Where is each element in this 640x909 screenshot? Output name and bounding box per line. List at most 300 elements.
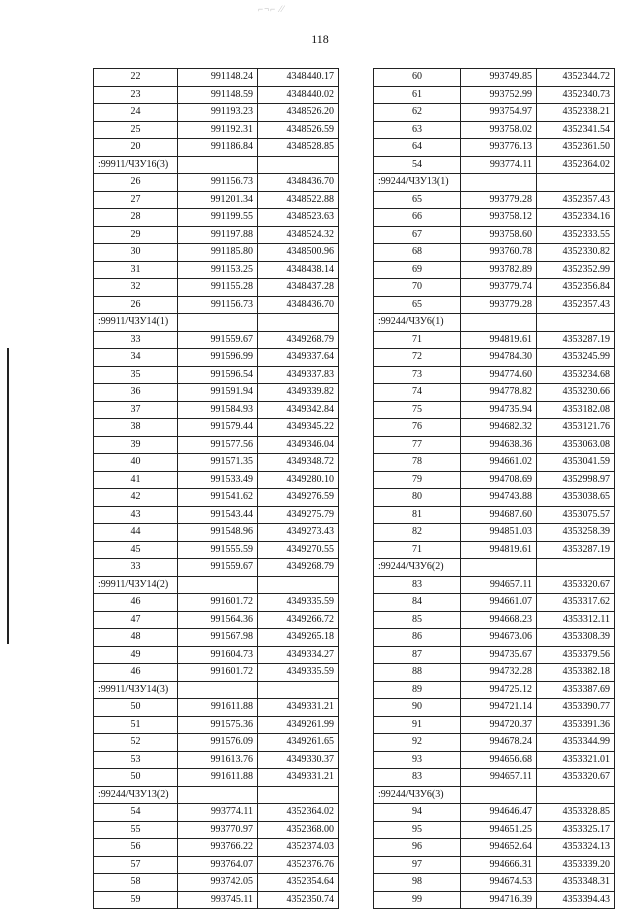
point-number: 54 (374, 156, 461, 174)
y-coordinate: 4353324.13 (537, 839, 615, 857)
point-number: 72 (374, 349, 461, 367)
x-coordinate: 993774.11 (461, 156, 537, 174)
point-number: 33 (94, 331, 178, 349)
point-number: 99 (374, 891, 461, 909)
point-number: 81 (374, 506, 461, 524)
table-row (374, 104, 615, 122)
y-coordinate: 4348528.85 (258, 139, 339, 157)
y-coordinate: 4353320.67 (537, 769, 615, 787)
x-coordinate: 991596.99 (178, 349, 258, 367)
y-coordinate: 4352357.43 (537, 191, 615, 209)
x-coordinate: 991148.59 (178, 86, 258, 104)
point-number: 39 (94, 436, 178, 454)
empty-cell (537, 559, 615, 577)
x-coordinate: 991199.55 (178, 209, 258, 227)
margin-scan-mark (7, 348, 9, 644)
table-row (94, 804, 339, 822)
y-coordinate: 4353379.56 (537, 646, 615, 664)
parcel-label: :99911/ЧЗУ14(1) (94, 314, 178, 332)
x-coordinate: 993760.78 (461, 244, 537, 262)
parcel-header-row (94, 156, 339, 174)
y-coordinate: 4349346.04 (258, 436, 339, 454)
point-number: 46 (94, 664, 178, 682)
y-coordinate: 4352368.00 (258, 821, 339, 839)
x-coordinate: 994651.25 (461, 821, 537, 839)
y-coordinate: 4353382.18 (537, 664, 615, 682)
empty-cell (461, 174, 537, 192)
parcel-label: :99244/ЧЗУ13(2) (94, 786, 178, 804)
y-coordinate: 4348436.70 (258, 296, 339, 314)
point-number: 90 (374, 699, 461, 717)
x-coordinate: 991559.67 (178, 559, 258, 577)
table-row (94, 524, 339, 542)
table-row (374, 611, 615, 629)
x-coordinate: 994682.32 (461, 419, 537, 437)
point-number: 50 (94, 769, 178, 787)
x-coordinate: 993758.60 (461, 226, 537, 244)
y-coordinate: 4348524.32 (258, 226, 339, 244)
x-coordinate: 991571.35 (178, 454, 258, 472)
y-coordinate: 4352374.03 (258, 839, 339, 857)
point-number: 33 (94, 559, 178, 577)
point-number: 85 (374, 611, 461, 629)
x-coordinate: 993774.11 (178, 804, 258, 822)
y-coordinate: 4349334.27 (258, 646, 339, 664)
table-row (374, 804, 615, 822)
point-number: 50 (94, 699, 178, 717)
y-coordinate: 4353325.17 (537, 821, 615, 839)
y-coordinate: 4348440.17 (258, 69, 339, 87)
point-number: 32 (94, 279, 178, 297)
table-row (374, 384, 615, 402)
y-coordinate: 4352338.21 (537, 104, 615, 122)
parcel-header-row (94, 681, 339, 699)
x-coordinate: 991548.96 (178, 524, 258, 542)
table-row (94, 296, 339, 314)
table-row (94, 594, 339, 612)
x-coordinate: 994784.30 (461, 349, 537, 367)
y-coordinate: 4349337.64 (258, 349, 339, 367)
point-number: 27 (94, 191, 178, 209)
table-row (94, 436, 339, 454)
point-number: 70 (374, 279, 461, 297)
x-coordinate: 991584.93 (178, 401, 258, 419)
y-coordinate: 4348437.28 (258, 279, 339, 297)
parcel-header-row (374, 786, 615, 804)
y-coordinate: 4352357.43 (537, 296, 615, 314)
parcel-label: :99911/ЧЗУ14(2) (94, 576, 178, 594)
point-number: 95 (374, 821, 461, 839)
y-coordinate: 4348440.02 (258, 86, 339, 104)
point-number: 83 (374, 769, 461, 787)
point-number: 69 (374, 261, 461, 279)
empty-cell (258, 156, 339, 174)
x-coordinate: 994720.37 (461, 716, 537, 734)
point-number: 49 (94, 646, 178, 664)
x-coordinate: 993758.12 (461, 209, 537, 227)
x-coordinate: 991564.36 (178, 611, 258, 629)
parcel-label: :99244/ЧЗУ6(1) (374, 314, 461, 332)
point-number: 82 (374, 524, 461, 542)
table-row (94, 611, 339, 629)
parcel-label: :99244/ЧЗУ6(3) (374, 786, 461, 804)
y-coordinate: 4349270.55 (258, 541, 339, 559)
x-coordinate: 991577.56 (178, 436, 258, 454)
empty-cell (178, 156, 258, 174)
point-number: 88 (374, 664, 461, 682)
x-coordinate: 991153.25 (178, 261, 258, 279)
x-coordinate: 991579.44 (178, 419, 258, 437)
point-number: 53 (94, 751, 178, 769)
coordinates-table-left (93, 68, 339, 909)
point-number: 78 (374, 454, 461, 472)
y-coordinate: 4349345.22 (258, 419, 339, 437)
y-coordinate: 4349275.79 (258, 506, 339, 524)
y-coordinate: 4352350.74 (258, 891, 339, 909)
x-coordinate: 991192.31 (178, 121, 258, 139)
y-coordinate: 4349266.72 (258, 611, 339, 629)
table-row (374, 751, 615, 769)
y-coordinate: 4349261.99 (258, 716, 339, 734)
x-coordinate: 991611.88 (178, 699, 258, 717)
empty-cell (537, 786, 615, 804)
y-coordinate: 4352364.02 (258, 804, 339, 822)
x-coordinate: 994725.12 (461, 681, 537, 699)
y-coordinate: 4353038.65 (537, 489, 615, 507)
y-coordinate: 4353320.67 (537, 576, 615, 594)
empty-cell (178, 576, 258, 594)
point-number: 73 (374, 366, 461, 384)
y-coordinate: 4353321.01 (537, 751, 615, 769)
table-row (374, 839, 615, 857)
table-row (94, 419, 339, 437)
table-row (374, 86, 615, 104)
point-number: 57 (94, 856, 178, 874)
point-number: 68 (374, 244, 461, 262)
table-row (94, 209, 339, 227)
table-row (374, 506, 615, 524)
empty-cell (258, 681, 339, 699)
point-number: 62 (374, 104, 461, 122)
point-number: 45 (94, 541, 178, 559)
point-number: 74 (374, 384, 461, 402)
empty-cell (178, 681, 258, 699)
empty-cell (258, 786, 339, 804)
y-coordinate: 4353258.39 (537, 524, 615, 542)
table-row (374, 716, 615, 734)
x-coordinate: 994819.61 (461, 331, 537, 349)
y-coordinate: 4353287.19 (537, 331, 615, 349)
x-coordinate: 991591.94 (178, 384, 258, 402)
table-row (374, 699, 615, 717)
x-coordinate: 991185.80 (178, 244, 258, 262)
empty-cell (537, 314, 615, 332)
table-row (94, 384, 339, 402)
table-row (94, 69, 339, 87)
x-coordinate: 994819.61 (461, 541, 537, 559)
point-number: 48 (94, 629, 178, 647)
point-number: 92 (374, 734, 461, 752)
x-coordinate: 994721.14 (461, 699, 537, 717)
table-row (374, 454, 615, 472)
x-coordinate: 994656.68 (461, 751, 537, 769)
table-row (374, 209, 615, 227)
y-coordinate: 4352998.97 (537, 471, 615, 489)
x-coordinate: 993754.97 (461, 104, 537, 122)
x-coordinate: 991601.72 (178, 664, 258, 682)
x-coordinate: 991201.34 (178, 191, 258, 209)
y-coordinate: 4353063.08 (537, 436, 615, 454)
table-row (94, 279, 339, 297)
point-number: 34 (94, 349, 178, 367)
point-number: 67 (374, 226, 461, 244)
y-coordinate: 4352364.02 (537, 156, 615, 174)
point-number: 28 (94, 209, 178, 227)
y-coordinate: 4353394.43 (537, 891, 615, 909)
point-number: 30 (94, 244, 178, 262)
table-row (94, 891, 339, 909)
y-coordinate: 4353312.11 (537, 611, 615, 629)
y-coordinate: 4349331.21 (258, 769, 339, 787)
x-coordinate: 993766.22 (178, 839, 258, 857)
point-number: 54 (94, 804, 178, 822)
x-coordinate: 991193.23 (178, 104, 258, 122)
x-coordinate: 991567.98 (178, 629, 258, 647)
x-coordinate: 994652.64 (461, 839, 537, 857)
point-number: 91 (374, 716, 461, 734)
x-coordinate: 991156.73 (178, 296, 258, 314)
table-row (374, 769, 615, 787)
table-row (94, 769, 339, 787)
point-number: 66 (374, 209, 461, 227)
y-coordinate: 4348500.96 (258, 244, 339, 262)
point-number: 43 (94, 506, 178, 524)
table-row (94, 226, 339, 244)
x-coordinate: 994716.39 (461, 891, 537, 909)
y-coordinate: 4353075.57 (537, 506, 615, 524)
y-coordinate: 4353041.59 (537, 454, 615, 472)
x-coordinate: 991155.28 (178, 279, 258, 297)
y-coordinate: 4353182.08 (537, 401, 615, 419)
table-row (374, 191, 615, 209)
point-number: 31 (94, 261, 178, 279)
x-coordinate: 994638.36 (461, 436, 537, 454)
x-coordinate: 994732.28 (461, 664, 537, 682)
parcel-header-row (374, 174, 615, 192)
point-number: 86 (374, 629, 461, 647)
table-row (94, 751, 339, 769)
x-coordinate: 991197.88 (178, 226, 258, 244)
y-coordinate: 4353245.99 (537, 349, 615, 367)
x-coordinate: 994668.23 (461, 611, 537, 629)
point-number: 98 (374, 874, 461, 892)
y-coordinate: 4348523.63 (258, 209, 339, 227)
table-row (94, 646, 339, 664)
x-coordinate: 991575.36 (178, 716, 258, 734)
point-number: 94 (374, 804, 461, 822)
table-row (374, 156, 615, 174)
table-row (94, 839, 339, 857)
y-coordinate: 4349331.21 (258, 699, 339, 717)
point-number: 55 (94, 821, 178, 839)
x-coordinate: 994657.11 (461, 576, 537, 594)
table-row (94, 629, 339, 647)
table-row (94, 261, 339, 279)
x-coordinate: 993779.28 (461, 296, 537, 314)
y-coordinate: 4349268.79 (258, 559, 339, 577)
point-number: 59 (94, 891, 178, 909)
table-row (94, 121, 339, 139)
y-coordinate: 4353390.77 (537, 699, 615, 717)
table-row (374, 139, 615, 157)
point-number: 47 (94, 611, 178, 629)
y-coordinate: 4352330.82 (537, 244, 615, 262)
point-number: 36 (94, 384, 178, 402)
table-row (374, 296, 615, 314)
x-coordinate: 994743.88 (461, 489, 537, 507)
point-number: 96 (374, 839, 461, 857)
table-row (94, 366, 339, 384)
x-coordinate: 994708.69 (461, 471, 537, 489)
table-row (94, 174, 339, 192)
x-coordinate: 994661.02 (461, 454, 537, 472)
table-row (374, 401, 615, 419)
x-coordinate: 994687.60 (461, 506, 537, 524)
y-coordinate: 4353387.69 (537, 681, 615, 699)
point-number: 37 (94, 401, 178, 419)
parcel-header-row (374, 559, 615, 577)
point-number: 83 (374, 576, 461, 594)
y-coordinate: 4349330.37 (258, 751, 339, 769)
y-coordinate: 4352334.16 (537, 209, 615, 227)
parcel-label: :99244/ЧЗУ13(1) (374, 174, 461, 192)
x-coordinate: 991611.88 (178, 769, 258, 787)
y-coordinate: 4349265.18 (258, 629, 339, 647)
y-coordinate: 4348436.70 (258, 174, 339, 192)
empty-cell (537, 174, 615, 192)
empty-cell (178, 786, 258, 804)
x-coordinate: 991186.84 (178, 139, 258, 157)
point-number: 58 (94, 874, 178, 892)
y-coordinate: 4353328.85 (537, 804, 615, 822)
y-coordinate: 4353348.31 (537, 874, 615, 892)
point-number: 71 (374, 541, 461, 559)
point-number: 46 (94, 594, 178, 612)
y-coordinate: 4349273.43 (258, 524, 339, 542)
x-coordinate: 994666.31 (461, 856, 537, 874)
point-number: 75 (374, 401, 461, 419)
table-row (374, 121, 615, 139)
y-coordinate: 4353344.99 (537, 734, 615, 752)
point-number: 64 (374, 139, 461, 157)
x-coordinate: 993779.74 (461, 279, 537, 297)
empty-cell (461, 314, 537, 332)
parcel-label: :99911/ЧЗУ14(3) (94, 681, 178, 699)
empty-cell (258, 314, 339, 332)
y-coordinate: 4349268.79 (258, 331, 339, 349)
table-row (94, 454, 339, 472)
empty-cell (461, 559, 537, 577)
point-number: 80 (374, 489, 461, 507)
parcel-header-row (94, 576, 339, 594)
y-coordinate: 4353391.36 (537, 716, 615, 734)
point-number: 24 (94, 104, 178, 122)
y-coordinate: 4352340.73 (537, 86, 615, 104)
y-coordinate: 4353234.68 (537, 366, 615, 384)
archive-stamp-mark: ⌐¬⌐ ⁄⁄ (258, 4, 285, 14)
y-coordinate: 4352361.50 (537, 139, 615, 157)
table-row (94, 139, 339, 157)
point-number: 60 (374, 69, 461, 87)
x-coordinate: 991604.73 (178, 646, 258, 664)
point-number: 63 (374, 121, 461, 139)
table-row (374, 349, 615, 367)
y-coordinate: 4353339.20 (537, 856, 615, 874)
x-coordinate: 991543.44 (178, 506, 258, 524)
table-row (94, 734, 339, 752)
table-row (374, 471, 615, 489)
parcel-header-row (94, 786, 339, 804)
table-row (374, 226, 615, 244)
x-coordinate: 991156.73 (178, 174, 258, 192)
x-coordinate: 994661.07 (461, 594, 537, 612)
table-row (374, 594, 615, 612)
x-coordinate: 991559.67 (178, 331, 258, 349)
parcel-label: :99911/ЧЗУ16(3) (94, 156, 178, 174)
y-coordinate: 4352352.99 (537, 261, 615, 279)
y-coordinate: 4349339.82 (258, 384, 339, 402)
point-number: 22 (94, 69, 178, 87)
point-number: 97 (374, 856, 461, 874)
point-number: 42 (94, 489, 178, 507)
point-number: 51 (94, 716, 178, 734)
y-coordinate: 4352333.55 (537, 226, 615, 244)
y-coordinate: 4352344.72 (537, 69, 615, 87)
coordinates-table-right (373, 68, 615, 909)
x-coordinate: 991613.76 (178, 751, 258, 769)
table-row (94, 489, 339, 507)
y-coordinate: 4349348.72 (258, 454, 339, 472)
y-coordinate: 4349276.59 (258, 489, 339, 507)
table-row (374, 366, 615, 384)
table-row (94, 856, 339, 874)
point-number: 84 (374, 594, 461, 612)
x-coordinate: 993770.97 (178, 821, 258, 839)
point-number: 65 (374, 191, 461, 209)
x-coordinate: 994674.53 (461, 874, 537, 892)
table-row (94, 821, 339, 839)
y-coordinate: 4349280.10 (258, 471, 339, 489)
parcel-label: :99244/ЧЗУ6(2) (374, 559, 461, 577)
point-number: 44 (94, 524, 178, 542)
y-coordinate: 4352341.54 (537, 121, 615, 139)
table-row (374, 524, 615, 542)
table-row (374, 629, 615, 647)
x-coordinate: 993749.85 (461, 69, 537, 87)
point-number: 76 (374, 419, 461, 437)
table-row (94, 664, 339, 682)
table-row (374, 279, 615, 297)
empty-cell (178, 314, 258, 332)
x-coordinate: 993742.05 (178, 874, 258, 892)
x-coordinate: 994657.11 (461, 769, 537, 787)
x-coordinate: 994735.94 (461, 401, 537, 419)
table-row (374, 331, 615, 349)
table-row (94, 471, 339, 489)
y-coordinate: 4349342.84 (258, 401, 339, 419)
table-row (94, 331, 339, 349)
table-row (374, 646, 615, 664)
